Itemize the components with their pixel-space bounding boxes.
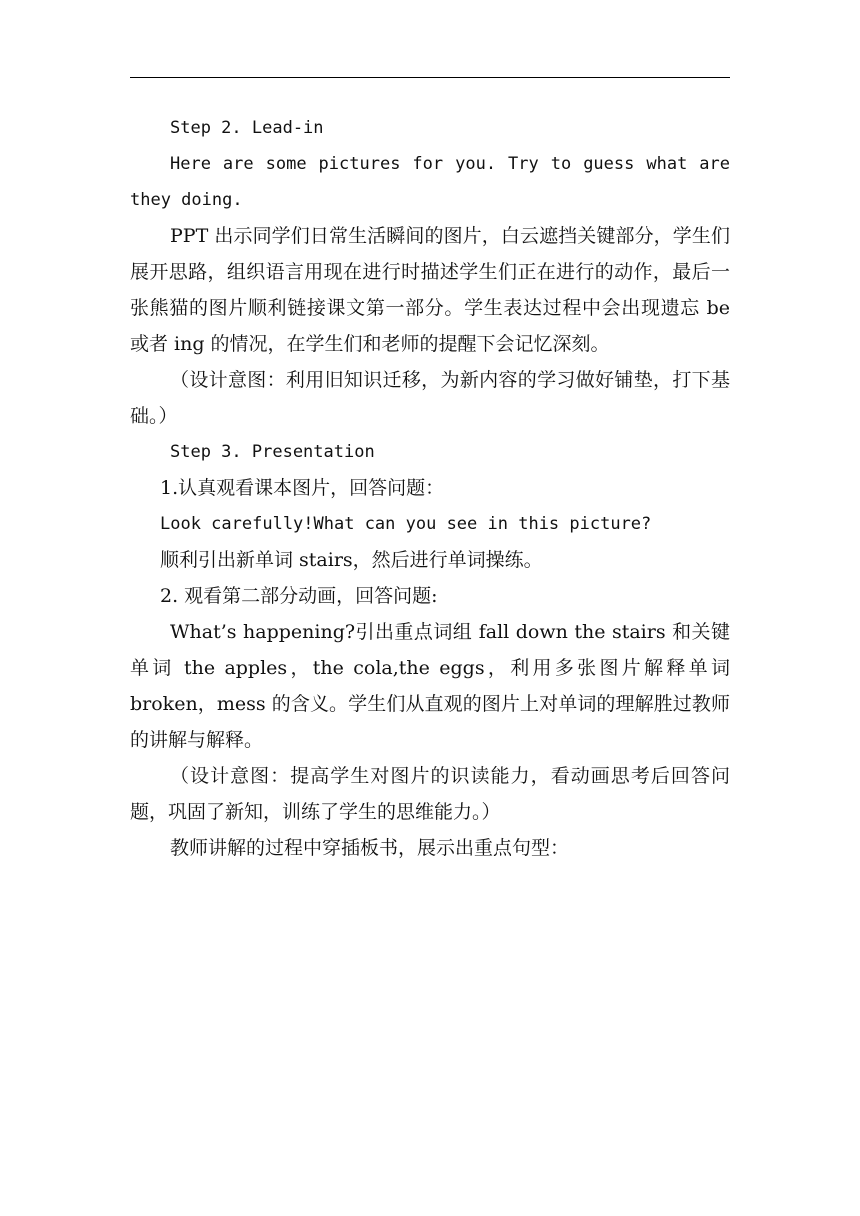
presentation-task-1: 1.认真观看课本图片，回答问题： bbox=[160, 477, 445, 499]
presentation-task-2: 2. 观看第二部分动画，回答问题: bbox=[160, 585, 438, 607]
lead-in-design-intent: （设计意图：利用旧知识迁移，为新内容的学习做好铺垫，打下基础。） bbox=[130, 369, 730, 427]
step-2-heading: Step 2. Lead-in bbox=[170, 118, 324, 138]
lead-in-prompt: Here are some pictures for you. Try to guess what are they doing. bbox=[130, 154, 730, 210]
blackboard-note: 教师讲解的过程中穿插板书，展示出重点句型： bbox=[170, 837, 570, 859]
new-word-intro: 顺利引出新单词 stairs，然后进行单词操练。 bbox=[160, 549, 543, 571]
presentation-question-2: What’s happening?引出重点词组 fall down the stairs 和关键单词 the apples，the cola,the eggs，利用多张图片解释单词 broken，mess 的含义。学生们从直观的图片上对单词的理解胜过教师的讲解与解释。 bbox=[130, 621, 730, 751]
step-3-heading: Step 3. Presentation bbox=[170, 442, 375, 462]
header-rule bbox=[130, 77, 730, 78]
lead-in-description: PPT 出示同学们日常生活瞬间的图片，白云遮挡关键部分，学生们展开思路，组织语言用现在进行时描述学生们正在进行的动作，最后一张熊猫的图片顺利链接课文第一部分。学生表达过程中会出现遗忘 be 或者 ing 的情况，在学生们和老师的提醒下会记忆深刻。 bbox=[130, 225, 730, 355]
document-body bbox=[130, 110, 730, 866]
presentation-question-1: Look carefully!What can you see in this picture? bbox=[160, 514, 652, 534]
presentation-design-intent: （设计意图：提高学生对图片的识读能力，看动画思考后回答问题，巩固了新知，训练了学生的思维能力。） bbox=[130, 765, 730, 823]
